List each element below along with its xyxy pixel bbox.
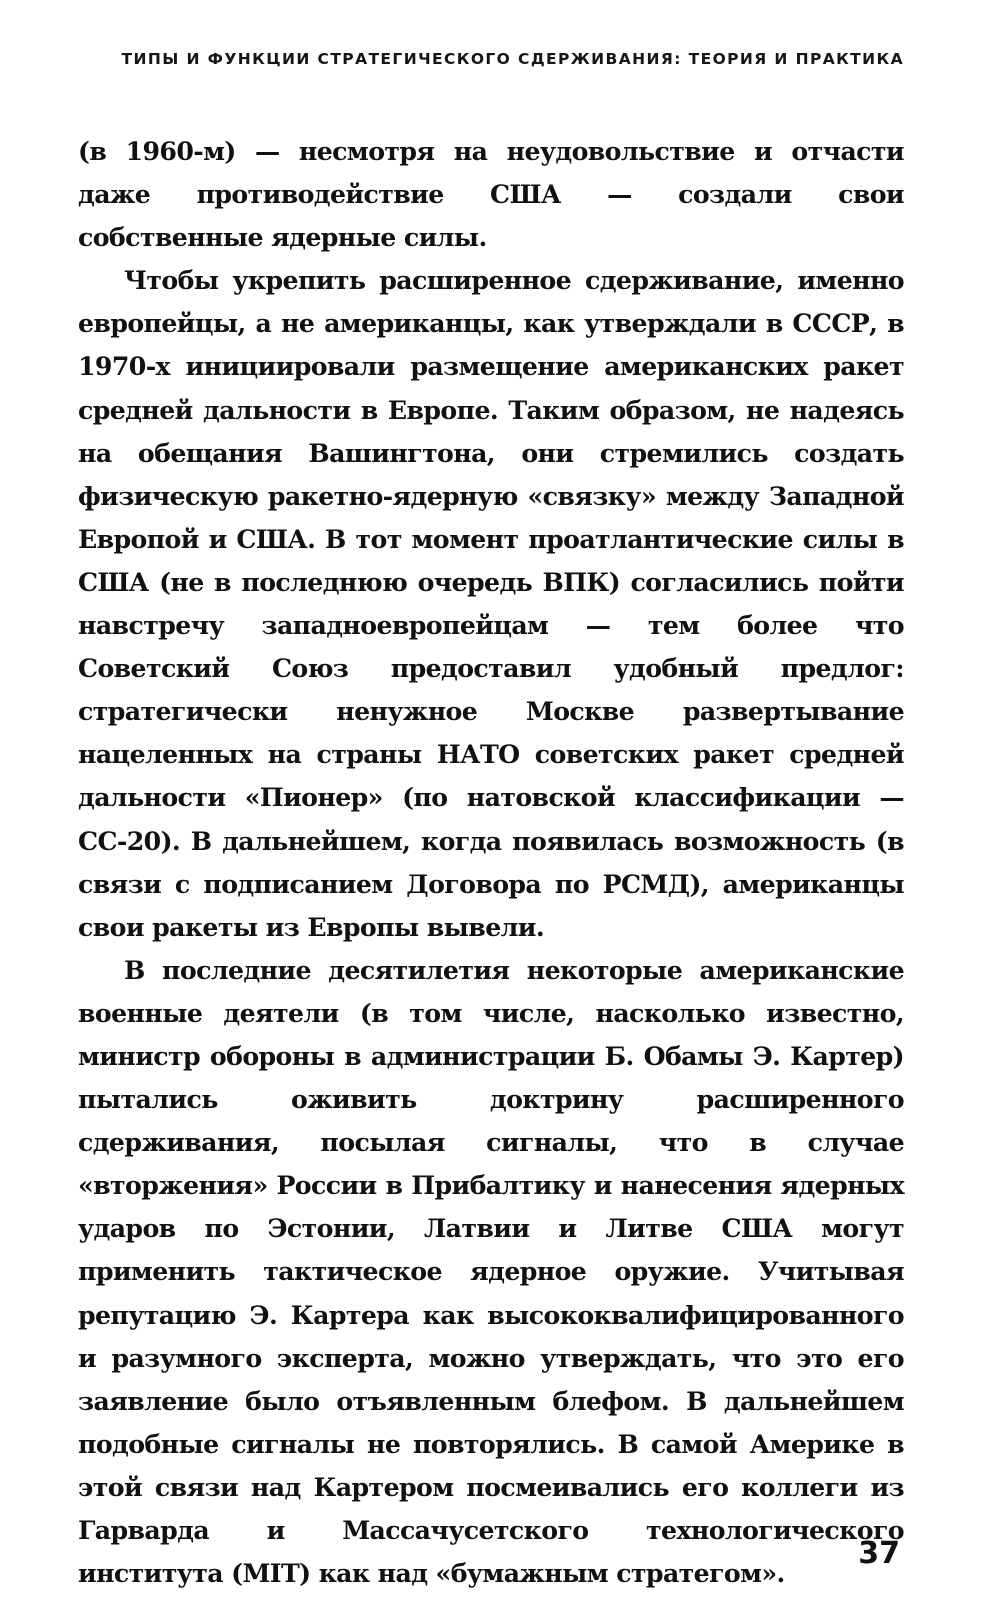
- paragraph-extended-deterrence: Чтобы укрепить расширенное сдерживание, именно европейцы, а не американцы, как утверждали в СССР, в 1970-х инициировали размещение американских ракет средней дальности в Европе. Таким образом, не надеясь на обещания Вашингтона, они стремились создать физическую ракетно-ядерную «связку» между Западной Европой и США. В тот момент проатлантические силы в США (не в последнюю очередь ВПК) согласились пойти навстречу западноевропейцам — тем более что Советский Союз предоставил удобный предлог: стратегически ненужное Москве развертывание нацеленных на страны НАТО советских ракет средней дальности «Пионер» (по натовской классификации — СС-20). В дальнейшем, когда появилась возможность (в связи с подписанием Договора по РСМД), американцы свои ракеты из Европы вывели.: [78, 265, 904, 942]
- page-number: 37: [858, 1536, 900, 1571]
- running-head: ТИПЫ И ФУНКЦИИ СТРАТЕГИЧЕСКОГО СДЕРЖИВАНИЯ: ТЕОРИЯ И ПРАКТИКА: [121, 50, 904, 68]
- paragraph-carter: В последние десятилетия некоторые американские военные деятели (в том числе, насколько известно, министр обороны в администрации Б. Обамы Э. Картер) пытались оживить доктрину расширенного сдерживания, посылая сигналы, что в случае «вторжения» России в Прибалтику и нанесения ядерных ударов по Эстонии, Латвии и Литве США могут применить тактическое ядерное оружие. Учитывая репутацию Э. Картера как высококвалифицированного и разумного эксперта, можно утверждать, что это его заявление было отъявленным блефом. В дальнейшем подобные сигналы не повторялись. В самой Америке в этой связи над Картером посмеивались его коллеги из Гарварда и Массачусетского технологического института (MIT) как над «бумажным стратегом».: [78, 954, 904, 1589]
- paragraph-continued: (в 1960-м) — несмотря на неудовольствие и отчасти даже противодействие США — создали свои собственные ядерные силы.: [78, 136, 904, 253]
- body-text: [78, 130, 904, 1595]
